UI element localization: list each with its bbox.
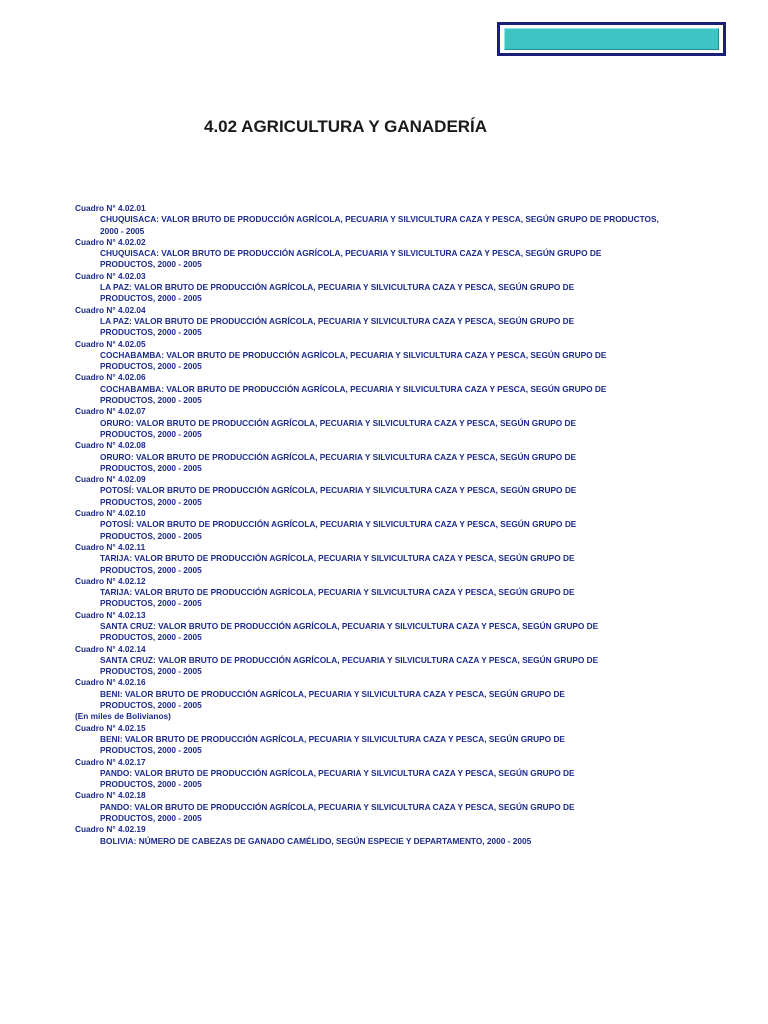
- toc-entry: [75, 824, 705, 847]
- toc-entry: [75, 271, 705, 305]
- toc-entry-code: Cuadro N° 4.02.05: [75, 338, 146, 349]
- toc-entry-link-continued[interactable]: PRODUCTOS, 2000 - 2005: [100, 700, 202, 711]
- toc-entry: [75, 757, 705, 791]
- toc-entry-link-continued[interactable]: PRODUCTOS, 2000 - 2005: [100, 462, 202, 473]
- toc-entry: [75, 474, 705, 508]
- toc-entry: [75, 576, 705, 610]
- toc-entry: [75, 644, 705, 678]
- units-note: (En miles de Bolivianos): [75, 711, 171, 722]
- toc-entry-link[interactable]: LA PAZ: VALOR BRUTO DE PRODUCCIÓN AGRÍCOLA, PECUARIA Y SILVICULTURA CAZA Y PESCA, SEGÚN GRUPO DE: [100, 282, 575, 293]
- toc-entry-link[interactable]: PANDO: VALOR BRUTO DE PRODUCCIÓN AGRÍCOLA, PECUARIA Y SILVICULTURA CAZA Y PESCA, SEGÚN GRUPO DE: [100, 801, 575, 812]
- toc-entry-link[interactable]: COCHABAMBA: VALOR BRUTO DE PRODUCCIÓN AGRÍCOLA, PECUARIA Y SILVICULTURA CAZA Y PESCA, SEGÚN GRUPO DE: [100, 349, 607, 360]
- toc-entry-link[interactable]: BOLIVIA: NÚMERO DE CABEZAS DE GANADO CAMÉLIDO, SEGÚN ESPECIE Y DEPARTAMENTO, 2000 - 2005: [100, 835, 532, 846]
- toc-entry-link[interactable]: COCHABAMBA: VALOR BRUTO DE PRODUCCIÓN AGRÍCOLA, PECUARIA Y SILVICULTURA CAZA Y PESCA, SEGÚN GRUPO DE: [100, 383, 607, 394]
- toc-entry-link-continued[interactable]: PRODUCTOS, 2000 - 2005: [100, 496, 202, 507]
- toc-entry-code: Cuadro N° 4.02.06: [75, 372, 146, 383]
- toc-entry-link[interactable]: PANDO: VALOR BRUTO DE PRODUCCIÓN AGRÍCOLA, PECUARIA Y SILVICULTURA CAZA Y PESCA, SEGÚN GRUPO DE: [100, 767, 575, 778]
- toc-entry: [75, 508, 705, 542]
- toc-entry: [75, 542, 705, 576]
- toc-entry-link[interactable]: POTOSÍ: VALOR BRUTO DE PRODUCCIÓN AGRÍCOLA, PECUARIA Y SILVICULTURA CAZA Y PESCA, SEGÚN GRUPO DE: [100, 519, 577, 530]
- page-title: 4.02 AGRICULTURA Y GANADERÍA: [204, 117, 488, 136]
- toc-entry-link-continued[interactable]: PRODUCTOS, 2000 - 2005: [100, 293, 202, 304]
- toc-entry-link[interactable]: LA PAZ: VALOR BRUTO DE PRODUCCIÓN AGRÍCOLA, PECUARIA Y SILVICULTURA CAZA Y PESCA, SEGÚN GRUPO DE: [100, 315, 575, 326]
- toc-entry: [75, 305, 705, 339]
- toc-entry-code: Cuadro N° 4.02.19: [75, 824, 146, 835]
- toc-entry-link[interactable]: BENI: VALOR BRUTO DE PRODUCCIÓN AGRÍCOLA, PECUARIA Y SILVICULTURA CAZA Y PESCA, SEGÚN GRUPO DE: [100, 688, 565, 699]
- nav-button[interactable]: [497, 22, 726, 56]
- toc-entry-link[interactable]: BENI: VALOR BRUTO DE PRODUCCIÓN AGRÍCOLA, PECUARIA Y SILVICULTURA CAZA Y PESCA, SEGÚN GRUPO DE: [100, 733, 565, 744]
- toc-entry-code: Cuadro N° 4.02.08: [75, 440, 146, 451]
- toc-entry: [75, 790, 705, 824]
- toc-entry-link-continued[interactable]: 2000 - 2005: [100, 225, 145, 236]
- toc-entry-link[interactable]: SANTA CRUZ: VALOR BRUTO DE PRODUCCIÓN AGRÍCOLA, PECUARIA Y SILVICULTURA CAZA Y PESCA, SEGÚN GRUPO DE: [100, 654, 599, 665]
- toc-entry-link-continued[interactable]: PRODUCTOS, 2000 - 2005: [100, 259, 202, 270]
- toc-entry-link[interactable]: CHUQUISACA: VALOR BRUTO DE PRODUCCIÓN AGRÍCOLA, PECUARIA Y SILVICULTURA CAZA Y PESCA, SEGÚN GRUPO DE PRODUCTOS,: [100, 214, 659, 225]
- toc-entry-code: Cuadro N° 4.02.09: [75, 474, 146, 485]
- nav-button-face[interactable]: [504, 28, 719, 50]
- toc-entry: [75, 610, 705, 644]
- toc-entry-code: Cuadro N° 4.02.13: [75, 609, 146, 620]
- toc-entry-link[interactable]: POTOSÍ: VALOR BRUTO DE PRODUCCIÓN AGRÍCOLA, PECUARIA Y SILVICULTURA CAZA Y PESCA, SEGÚN GRUPO DE: [100, 485, 577, 496]
- toc-entry-code: Cuadro N° 4.02.16: [75, 677, 146, 688]
- toc-entry-code: Cuadro N° 4.02.04: [75, 304, 146, 315]
- table-of-contents: [75, 203, 705, 847]
- toc-entry-link-continued[interactable]: PRODUCTOS, 2000 - 2005: [100, 745, 202, 756]
- toc-entry-link-continued[interactable]: PRODUCTOS, 2000 - 2005: [100, 779, 202, 790]
- toc-entry-code: Cuadro N° 4.02.07: [75, 406, 146, 417]
- toc-entry: [75, 440, 705, 474]
- toc-entry-code: Cuadro N° 4.02.15: [75, 722, 146, 733]
- toc-entry-code: Cuadro N° 4.02.11: [75, 541, 146, 552]
- toc-entry-link-continued[interactable]: PRODUCTOS, 2000 - 2005: [100, 428, 202, 439]
- toc-entry-link[interactable]: ORURO: VALOR BRUTO DE PRODUCCIÓN AGRÍCOLA, PECUARIA Y SILVICULTURA CAZA Y PESCA, SEGÚN GRUPO DE: [100, 451, 577, 462]
- toc-entry-link[interactable]: TARIJA: VALOR BRUTO DE PRODUCCIÓN AGRÍCOLA, PECUARIA Y SILVICULTURA CAZA Y PESCA, SEGÚN GRUPO DE: [100, 587, 575, 598]
- toc-entry-link-continued[interactable]: PRODUCTOS, 2000 - 2005: [100, 530, 202, 541]
- toc-entry: [75, 339, 705, 373]
- toc-entry: [75, 203, 705, 237]
- toc-entry-link-continued[interactable]: PRODUCTOS, 2000 - 2005: [100, 361, 202, 372]
- toc-entry: [75, 406, 705, 440]
- toc-entry-link[interactable]: ORURO: VALOR BRUTO DE PRODUCCIÓN AGRÍCOLA, PECUARIA Y SILVICULTURA CAZA Y PESCA, SEGÚN GRUPO DE: [100, 417, 577, 428]
- toc-entry-code: Cuadro N° 4.02.12: [75, 575, 146, 586]
- toc-entry: [75, 237, 705, 271]
- toc-entry-code: Cuadro N° 4.02.18: [75, 790, 146, 801]
- toc-entry-link-continued[interactable]: PRODUCTOS, 2000 - 2005: [100, 813, 202, 824]
- toc-entry-link-continued[interactable]: PRODUCTOS, 2000 - 2005: [100, 632, 202, 643]
- toc-entry: [75, 723, 705, 757]
- toc-entry-code: Cuadro N° 4.02.14: [75, 643, 146, 654]
- toc-entry-link-continued[interactable]: PRODUCTOS, 2000 - 2005: [100, 395, 202, 406]
- toc-entry-code: Cuadro N° 4.02.01: [75, 203, 146, 213]
- toc-entry-link[interactable]: TARIJA: VALOR BRUTO DE PRODUCCIÓN AGRÍCOLA, PECUARIA Y SILVICULTURA CAZA Y PESCA, SEGÚN GRUPO DE: [100, 553, 575, 564]
- toc-entry-link-continued[interactable]: PRODUCTOS, 2000 - 2005: [100, 666, 202, 677]
- toc-entry-link-continued[interactable]: PRODUCTOS, 2000 - 2005: [100, 598, 202, 609]
- toc-entry-code: Cuadro N° 4.02.02: [75, 236, 146, 247]
- toc-entry-code: Cuadro N° 4.02.10: [75, 508, 146, 519]
- toc-entry-link-continued[interactable]: PRODUCTOS, 2000 - 2005: [100, 564, 202, 575]
- toc-entry: [75, 372, 705, 406]
- toc-entry: [75, 677, 705, 722]
- toc-entry-code: Cuadro N° 4.02.17: [75, 756, 146, 767]
- toc-entry-link[interactable]: CHUQUISACA: VALOR BRUTO DE PRODUCCIÓN AGRÍCOLA, PECUARIA Y SILVICULTURA CAZA Y PESCA, SEGÚN GRUPO DE: [100, 248, 602, 259]
- toc-entry-link-continued[interactable]: PRODUCTOS, 2000 - 2005: [100, 327, 202, 338]
- toc-entry-link[interactable]: SANTA CRUZ: VALOR BRUTO DE PRODUCCIÓN AGRÍCOLA, PECUARIA Y SILVICULTURA CAZA Y PESCA, SEGÚN GRUPO DE: [100, 620, 599, 631]
- toc-entry-code: Cuadro N° 4.02.03: [75, 270, 146, 281]
